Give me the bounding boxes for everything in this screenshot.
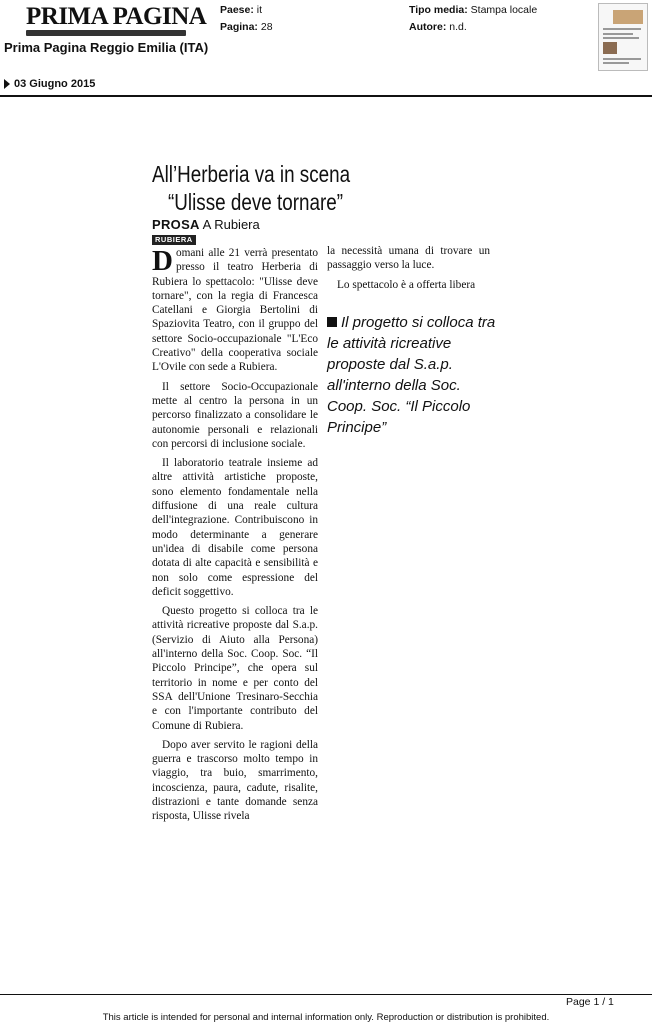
meta-pagina <box>220 21 273 33</box>
paragraph: la necessità umana di trovare un passaggio verso la luce. <box>327 245 490 272</box>
meta-tipo-label: Tipo media: <box>409 4 468 16</box>
paragraph: Il settore Socio-Occupazionale mette al centro la persona in un percorso finalizzato a consolidare le autonomie personali e relazionali con percorsi di inclusione sociale. <box>152 380 318 450</box>
pull-quote-text: Il progetto si colloca tra le attività ricreative proposte dal S.a.p. all'interno della Soc. Coop. Soc. “Il Piccolo Principe” <box>327 314 496 436</box>
pull-quote <box>327 312 503 438</box>
meta-pagina-label: Pagina: <box>220 21 258 33</box>
paragraph-text: omani alle 21 verrà presentato presso il teatro Herberia di Rubiera lo spettacolo: "Ulisse deve tornare", con la regia di Francesca Catellani e Giorgia Bertolini di Spaziovita Teatro, con il gruppo del settore Socio-occupazionale "L'Eco Creativo" della cooperativa sociale L'Ovile con sede a Rubiera. <box>152 247 318 374</box>
meta-tipo-value: Stampa locale <box>470 4 538 16</box>
paragraph: Lo spettacolo è a offerta libera <box>337 278 476 291</box>
page-thumbnail[interactable] <box>598 3 648 71</box>
paragraph: Dopo aver servito le ragioni della guerra e trascorso molto tempo in viaggio, tra buio, smarrimento, incoscienza, paura, cadute, risalite, distrazioni e tante domande senza risposta, Ulisse rivela <box>152 738 318 823</box>
logo-tagline-bar <box>26 30 186 36</box>
headline-line-2: “Ulisse deve tornare” <box>168 189 344 215</box>
kicker-section: PROSA <box>152 217 200 232</box>
headline-line-1: All’Herberia va in scena <box>152 161 351 187</box>
paragraph: Il laboratorio teatrale insieme ad altre attività artistiche proposte, sono elemento fondamentale nella diffusione di una reale cultura dell'integrazione. Contribuiscono in modo determinante a generare un'idea di disabile come persona dotata di alte capacità e sensibilità e non solo come espressione del deficit soggettivo. <box>152 457 318 598</box>
meta-autore <box>409 21 467 33</box>
meta-paese-value: it <box>256 4 263 16</box>
newspaper-logo <box>26 3 207 36</box>
date-text: 03 Giugno 2015 <box>14 78 96 90</box>
meta-autore-label: Autore: <box>409 21 447 33</box>
paragraph: Questo progetto si colloca tra le attività ricreative proposte dal S.a.p. (Servizio di Aiuto alla Persona) all'interno della Soc. Coop. Soc. “Il Piccolo Principe”, che opera sul territorio in nome e per conto del SSA dell'Unione Tresinaro-Secchia e con l'importante contributo del Comune di Rubiera. <box>152 605 318 732</box>
footer-divider <box>0 994 652 995</box>
article-column-right <box>327 244 490 297</box>
meta-autore-value: n.d. <box>449 21 467 33</box>
page-number: Page 1 / 1 <box>566 996 614 1008</box>
location-tag: RUBIERA <box>152 235 196 245</box>
header-divider <box>0 95 652 97</box>
meta-paese-label: Paese: <box>220 4 254 16</box>
meta-paese <box>220 4 262 16</box>
publication-date <box>4 78 95 90</box>
kicker <box>152 217 260 232</box>
meta-pagina-value: 28 <box>260 21 273 33</box>
paragraph <box>152 246 318 375</box>
source-name: Prima Pagina Reggio Emilia (ITA) <box>4 40 209 55</box>
article-column-left <box>152 246 318 829</box>
disclaimer: This article is intended for personal and internal information only. Reproduction or distribution is prohibited. <box>102 1012 550 1023</box>
square-bullet-icon <box>327 317 337 327</box>
logo-title: PRIMA PAGINA <box>26 3 207 30</box>
drop-cap: D <box>152 245 173 277</box>
meta-tipo-media <box>409 4 537 16</box>
kicker-location: A Rubiera <box>202 217 260 232</box>
triangle-right-icon <box>4 79 10 89</box>
